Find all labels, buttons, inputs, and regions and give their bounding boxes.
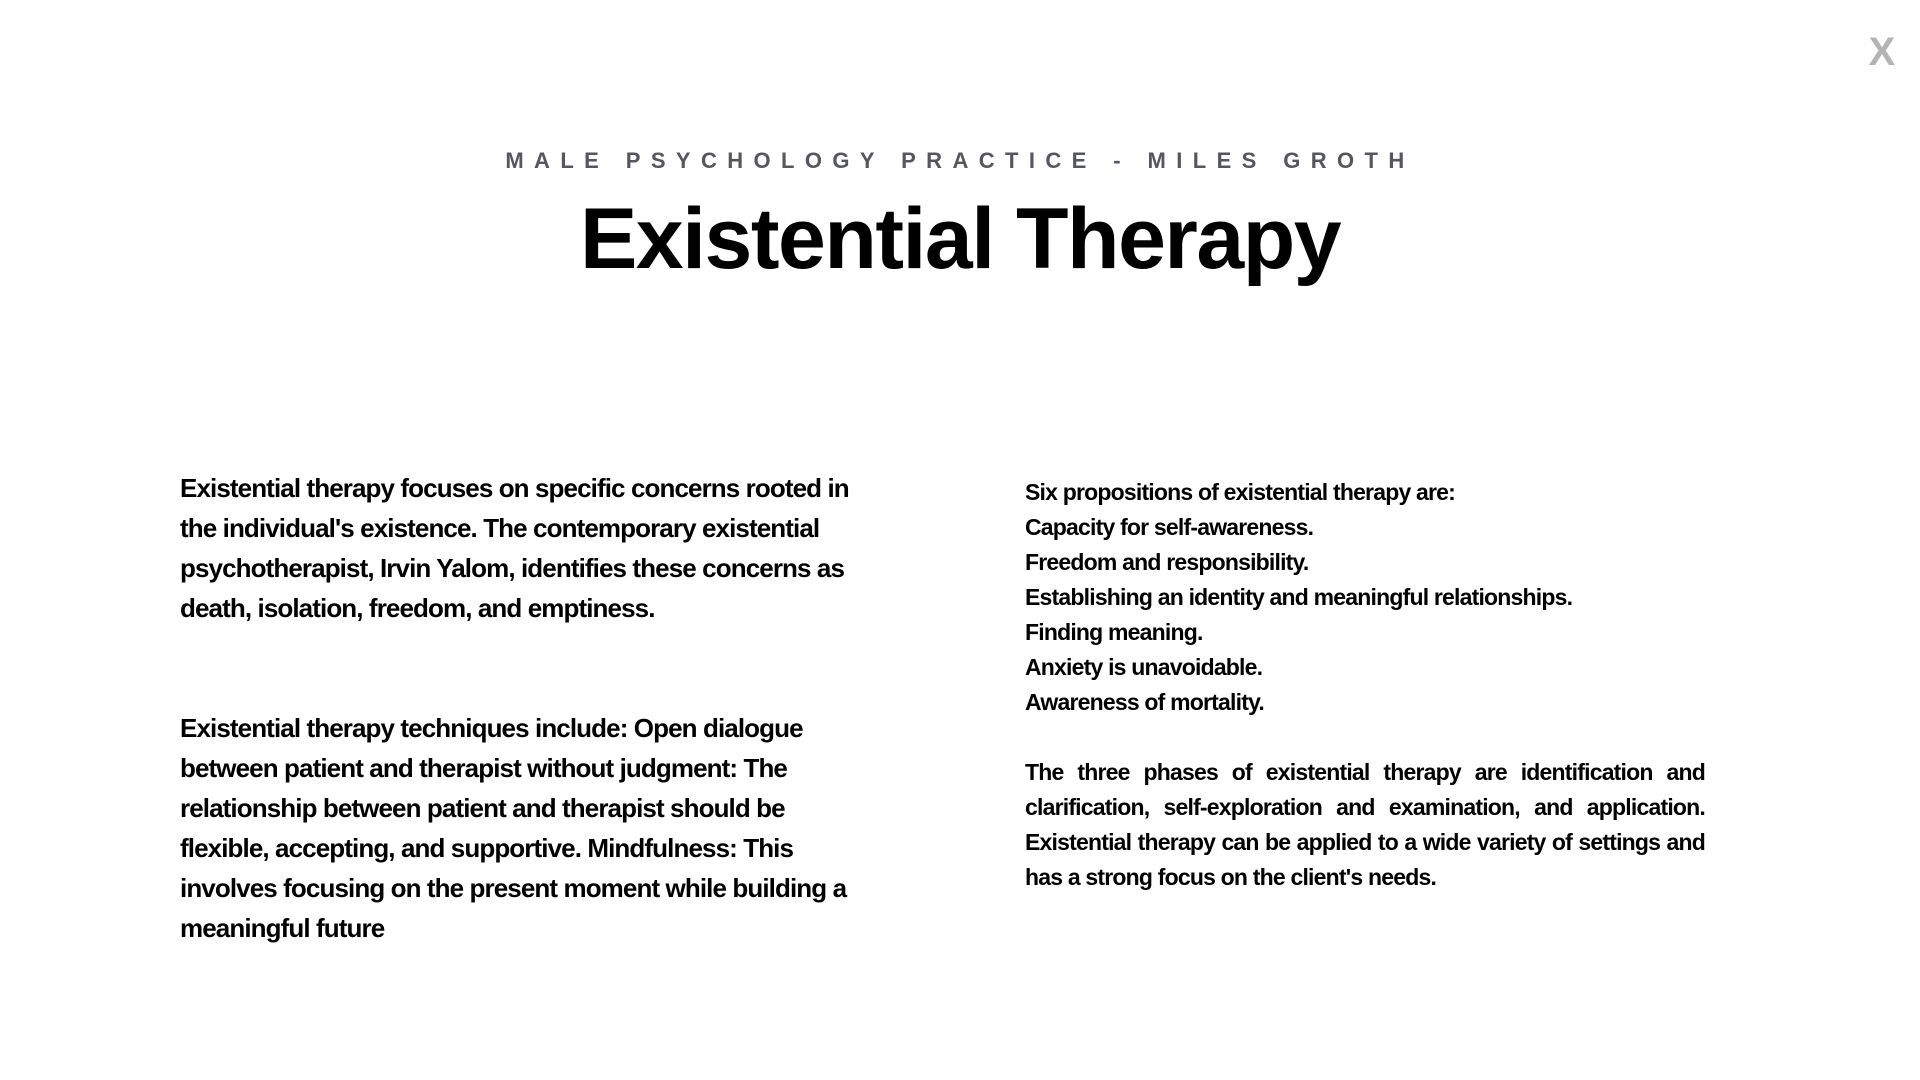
list-item: Anxiety is unavoidable.: [1025, 654, 1263, 680]
list-item: Capacity for self-awareness.: [1025, 514, 1314, 540]
techniques-paragraph: Existential therapy techniques include: Open dialogue between patient and therapist without judgment: The relationship between patient and therapist should be flexible, accepting, and supportive. Mindfulness: This involves focusing on the present moment while building a meaningful future: [180, 713, 847, 943]
right-column: [1025, 475, 1705, 895]
list-item: Awareness of mortality.: [1025, 689, 1264, 715]
phases-paragraph: The three phases of existential therapy are identification and clarification, self-exploration and examination, and application. Existential therapy can be applied to a wide variety of settings and has a strong focus on the client's needs.: [1025, 759, 1705, 890]
propositions-list: [1025, 510, 1705, 720]
propositions-intro: Six propositions of existential therapy are:: [1025, 479, 1456, 505]
list-item: Freedom and responsibility.: [1025, 549, 1309, 575]
list-item: Establishing an identity and meaningful relationships.: [1025, 584, 1573, 610]
close-button[interactable]: X: [1868, 29, 1896, 74]
left-column: [180, 468, 860, 948]
page-title: Existential Therapy: [579, 191, 1341, 287]
concerns-paragraph: Existential therapy focuses on specific concerns rooted in the individual's existence. The contemporary existential psychotherapist, Irvin Yalom, identifies these concerns as death, isolation, freedom, and emptiness.: [180, 473, 849, 623]
list-item: Finding meaning.: [1025, 619, 1203, 645]
page-subtitle: MALE PSYCHOLOGY PRACTICE - MILES GROTH: [505, 148, 1415, 173]
